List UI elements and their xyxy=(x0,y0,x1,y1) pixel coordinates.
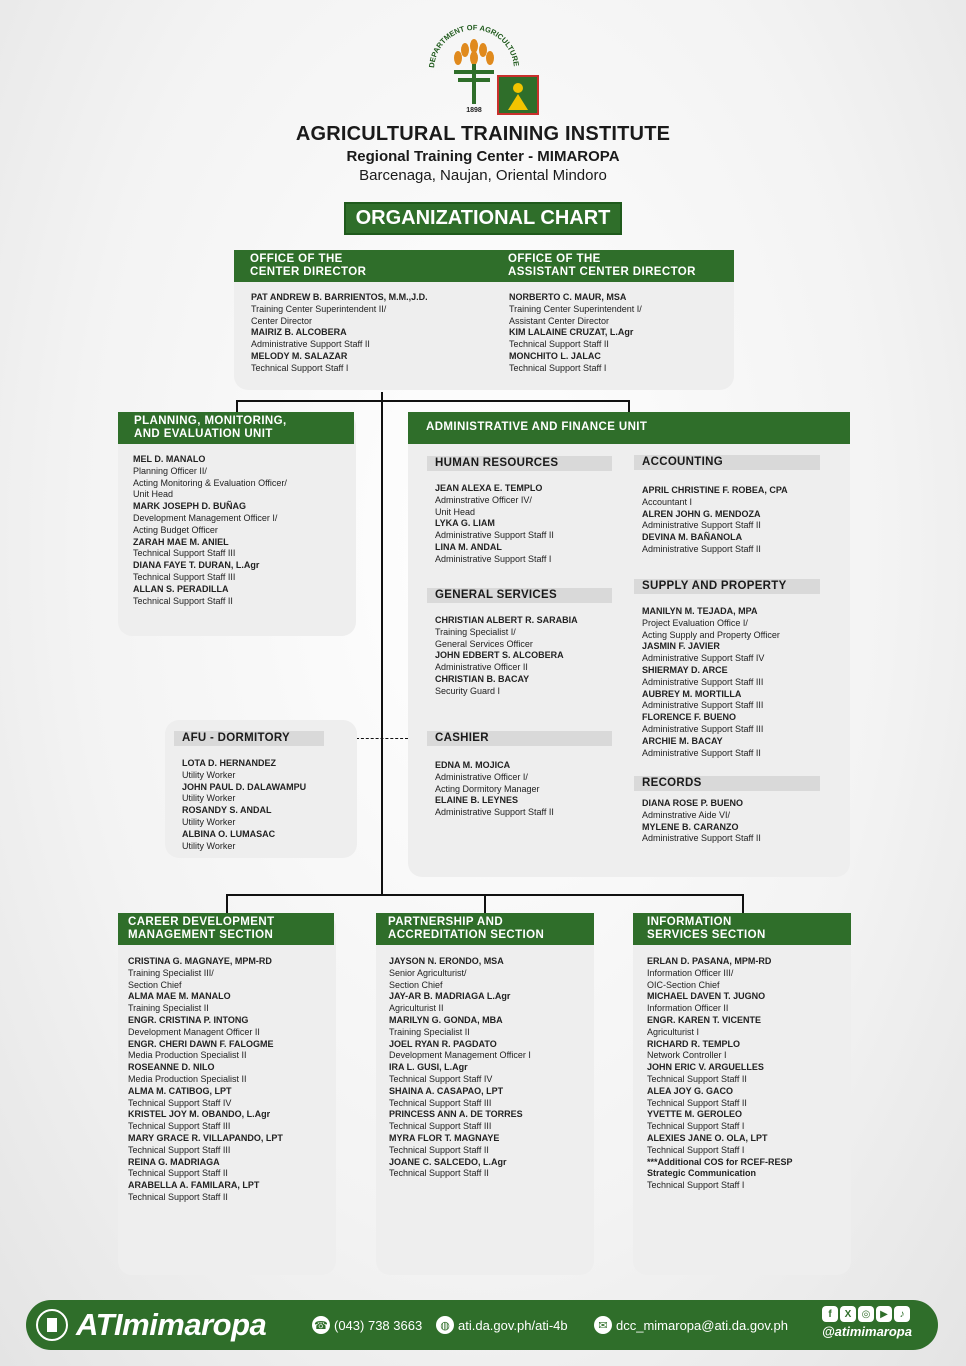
gs-header: GENERAL SERVICES xyxy=(427,588,612,603)
records-list: DIANA ROSE P. BUENO Adminstrative Aide VI/ MYLENE B. CARANZO Administrative Support Staff II xyxy=(642,798,761,844)
social-block xyxy=(822,1306,932,1339)
dashed-connector xyxy=(356,738,408,739)
footer-email[interactable]: ✉ dcc_mimaropa@ati.da.gov.ph xyxy=(594,1300,788,1350)
pme-list: MEL D. MANALO Planning Officer II/ Acting Monitoring & Evaluation Officer/ Unit Head MARK JOSEPH D. BUÑAG Development Management Officer I/ Acting Budget Officer ZARAH MAE M. ANIEL Technical Support Staff III DIANA FAYE T. DURAN, L.Agr Technical Support Staff III ALLAN S. PERADILLA Technical Support Staff II xyxy=(133,454,287,606)
da-logo xyxy=(420,16,546,116)
social-handle[interactable]: @atimimaropa xyxy=(822,1324,912,1339)
iss-header: INFORMATION SERVICES SECTION xyxy=(633,913,851,945)
afu-header: ADMINISTRATIVE AND FINANCE UNIT xyxy=(408,412,850,444)
iss-list: ERLAN D. PASANA, MPM-RD Information Officer III/ OIC-Section Chief MICHAEL DAVEN T. JUGNO Information Officer II ENGR. KAREN T. VICENTE Agriculturist I RICHARD R. TEMPLO Network Controller I JOHN ERIC V. ARGUELLES Technical Support Staff II ALEA JOY G. GACO Technical Support Staff II YVETTE M. GEROLEO Technical Support Staff I ALEXIES JANE O. OLA, LPT Technical Support Staff I ***Additional COS for RCEF-RESP Strategic Communication Technical Support Staff I xyxy=(647,956,793,1191)
cdms-list: CRISTINA G. MAGNAYE, MPM-RD Training Specialist III/ Section Chief ALMA MAE M. MANALO Training Specialist II ENGR. CRISTINA P. INTONG Development Managent Officer II ENGR. CHERI DAWN F. FALOGME Media Production Specialist II ROSEANNE D. NILO Media Production Specialist II ALMA M. CATIBOG, LPT Technical Support Staff IV KRISTEL JOY M. OBANDO, L.Agr Technical Support Staff III MARY GRACE R. VILLAPANDO, LPT Technical Support Staff III REINA G. MADRIAGA Technical Support Staff II ARABELLA A. FAMILARA, LPT Technical Support Staff II xyxy=(128,956,283,1202)
accounting-header: ACCOUNTING xyxy=(634,455,820,470)
phone-icon: ☎ xyxy=(312,1316,330,1334)
institute-name: AGRICULTURAL TRAINING INSTITUTE xyxy=(295,123,671,145)
connector xyxy=(381,392,383,895)
center-address: Barcenaga, Naujan, Oriental Mindoro xyxy=(359,167,607,184)
hr-header: HUMAN RESOURCES xyxy=(427,456,612,471)
connector xyxy=(236,400,238,412)
gs-list: CHRISTIAN ALBERT R. SARABIA Training Specialist I/ General Services Officer JOHN EDBERT S. ALCOBERA Administrative Officer II CHRISTIAN B. BACAY Security Guard I xyxy=(435,615,578,696)
connector xyxy=(628,400,630,412)
assistant-list: NORBERTO C. MAUR, MSA Training Center Superintendent I/ Assistant Center Director KIM LALAINE CRUZAT, L.Agr Technical Support Staff II MONCHITO L. JALAC Technical Support Staff I xyxy=(509,292,642,373)
footer-brand xyxy=(34,1300,266,1350)
pme-header: PLANNING, MONITORING, AND EVALUATION UNIT xyxy=(118,412,354,444)
footer-phone[interactable]: ☎ (043) 738 3663 xyxy=(312,1300,422,1350)
cdms-header: CAREER DEVELOPMENT MANAGEMENT SECTION xyxy=(118,913,334,945)
brand-text: ATImimaropa xyxy=(76,1307,267,1342)
dorm-header: AFU - DORMITORY xyxy=(174,731,324,746)
mail-icon: ✉ xyxy=(594,1316,612,1334)
da-arc-text: DEPARTMENT OF AGRICULTURE xyxy=(427,22,521,69)
dorm-list: LOTA D. HERNANDEZ Utility Worker JOHN PAUL D. DALAWAMPU Utility Worker ROSANDY S. ANDAL Utility Worker ALBINA O. LUMASAC Utility Worker xyxy=(182,758,307,851)
footer-bar xyxy=(26,1300,938,1350)
tiktok-icon[interactable]: ♪ xyxy=(894,1306,910,1322)
connector xyxy=(484,894,486,914)
footer-website[interactable]: ◍ ati.da.gov.ph/ati-4b xyxy=(436,1300,568,1350)
director-header: OFFICE OF THE CENTER DIRECTOR OFFICE OF THE ASSISTANT CENTER DIRECTOR xyxy=(234,250,734,282)
globe-icon: ◍ xyxy=(436,1316,454,1334)
accounting-list: APRIL CHRISTINE F. ROBEA, CPA Accountant I ALREN JOHN G. MENDOZA Administrative Support Staff II DEVINA M. BAÑANOLA Administrative Support Staff II xyxy=(642,485,788,554)
center-name: Regional Training Center - MIMAROPA xyxy=(346,148,620,165)
x-icon[interactable]: X xyxy=(840,1306,856,1322)
pas-list: JAYSON N. ERONDO, MSA Senior Agriculturist/ Section Chief JAY-AR B. MADRIAGA L.Agr Agriculturist II MARILYN G. GONDA, MBA Training Specialist II JOEL RYAN R. PAGDATO Development Management Officer I IRA L. GUSI, L.Agr Technical Support Staff IV SHAINA A. CASAPAO, LPT Technical Support Staff III PRINCESS ANN A. DE TORRES Technical Support Staff III MYRA FLOR T. MAGNAYE Technical Support Staff II JOANE C. SALCEDO, L.Agr Technical Support Staff II xyxy=(389,956,531,1179)
supply-header: SUPPLY AND PROPERTY xyxy=(634,579,820,594)
connector xyxy=(226,894,228,914)
director-list: PAT ANDREW B. BARRIENTOS, M.M.,J.D. Training Center Superintendent II/ Center Director MAIRIZ B. ALCOBERA Administrative Support Staff II MELODY M. SALAZAR Technical Support Staff I xyxy=(251,292,428,373)
logo-year: 1898 xyxy=(466,107,482,114)
supply-list: MANILYN M. TEJADA, MPA Project Evaluation Office I/ Acting Supply and Property Officer JASMIN F. JAVIER Administrative Support Staff IV SHIERMAY D. ARCE Administrative Support Staff III AUBREY M. MORTILLA Administrative Support Staff III FLORENCE F. BUENO Administrative Support Staff III ARCHIE M. BACAY Administrative Support Staff II xyxy=(642,606,780,758)
records-header: RECORDS xyxy=(634,776,820,791)
pas-header: PARTNERSHIP AND ACCREDITATION SECTION xyxy=(376,913,594,945)
cashier-header: CASHIER xyxy=(427,731,612,746)
facebook-icon[interactable]: f xyxy=(822,1306,838,1322)
instagram-icon[interactable]: ◎ xyxy=(858,1306,874,1322)
hr-list: JEAN ALEXA E. TEMPLO Adminstrative Officer IV/ Unit Head LYKA G. LIAM Administrative Support Staff II LINA M. ANDAL Administrative Support Staff I xyxy=(435,483,554,564)
connector xyxy=(236,400,630,402)
connector xyxy=(742,894,744,914)
youtube-icon[interactable]: ▶ xyxy=(876,1306,892,1322)
cashier-list: EDNA M. MOJICA Administrative Officer I/ Acting Dormitory Manager ELAINE B. LEYNES Administrative Support Staff II xyxy=(435,760,554,818)
chart-title: ORGANIZATIONAL CHART xyxy=(344,202,622,235)
seal-icon xyxy=(34,1307,70,1343)
